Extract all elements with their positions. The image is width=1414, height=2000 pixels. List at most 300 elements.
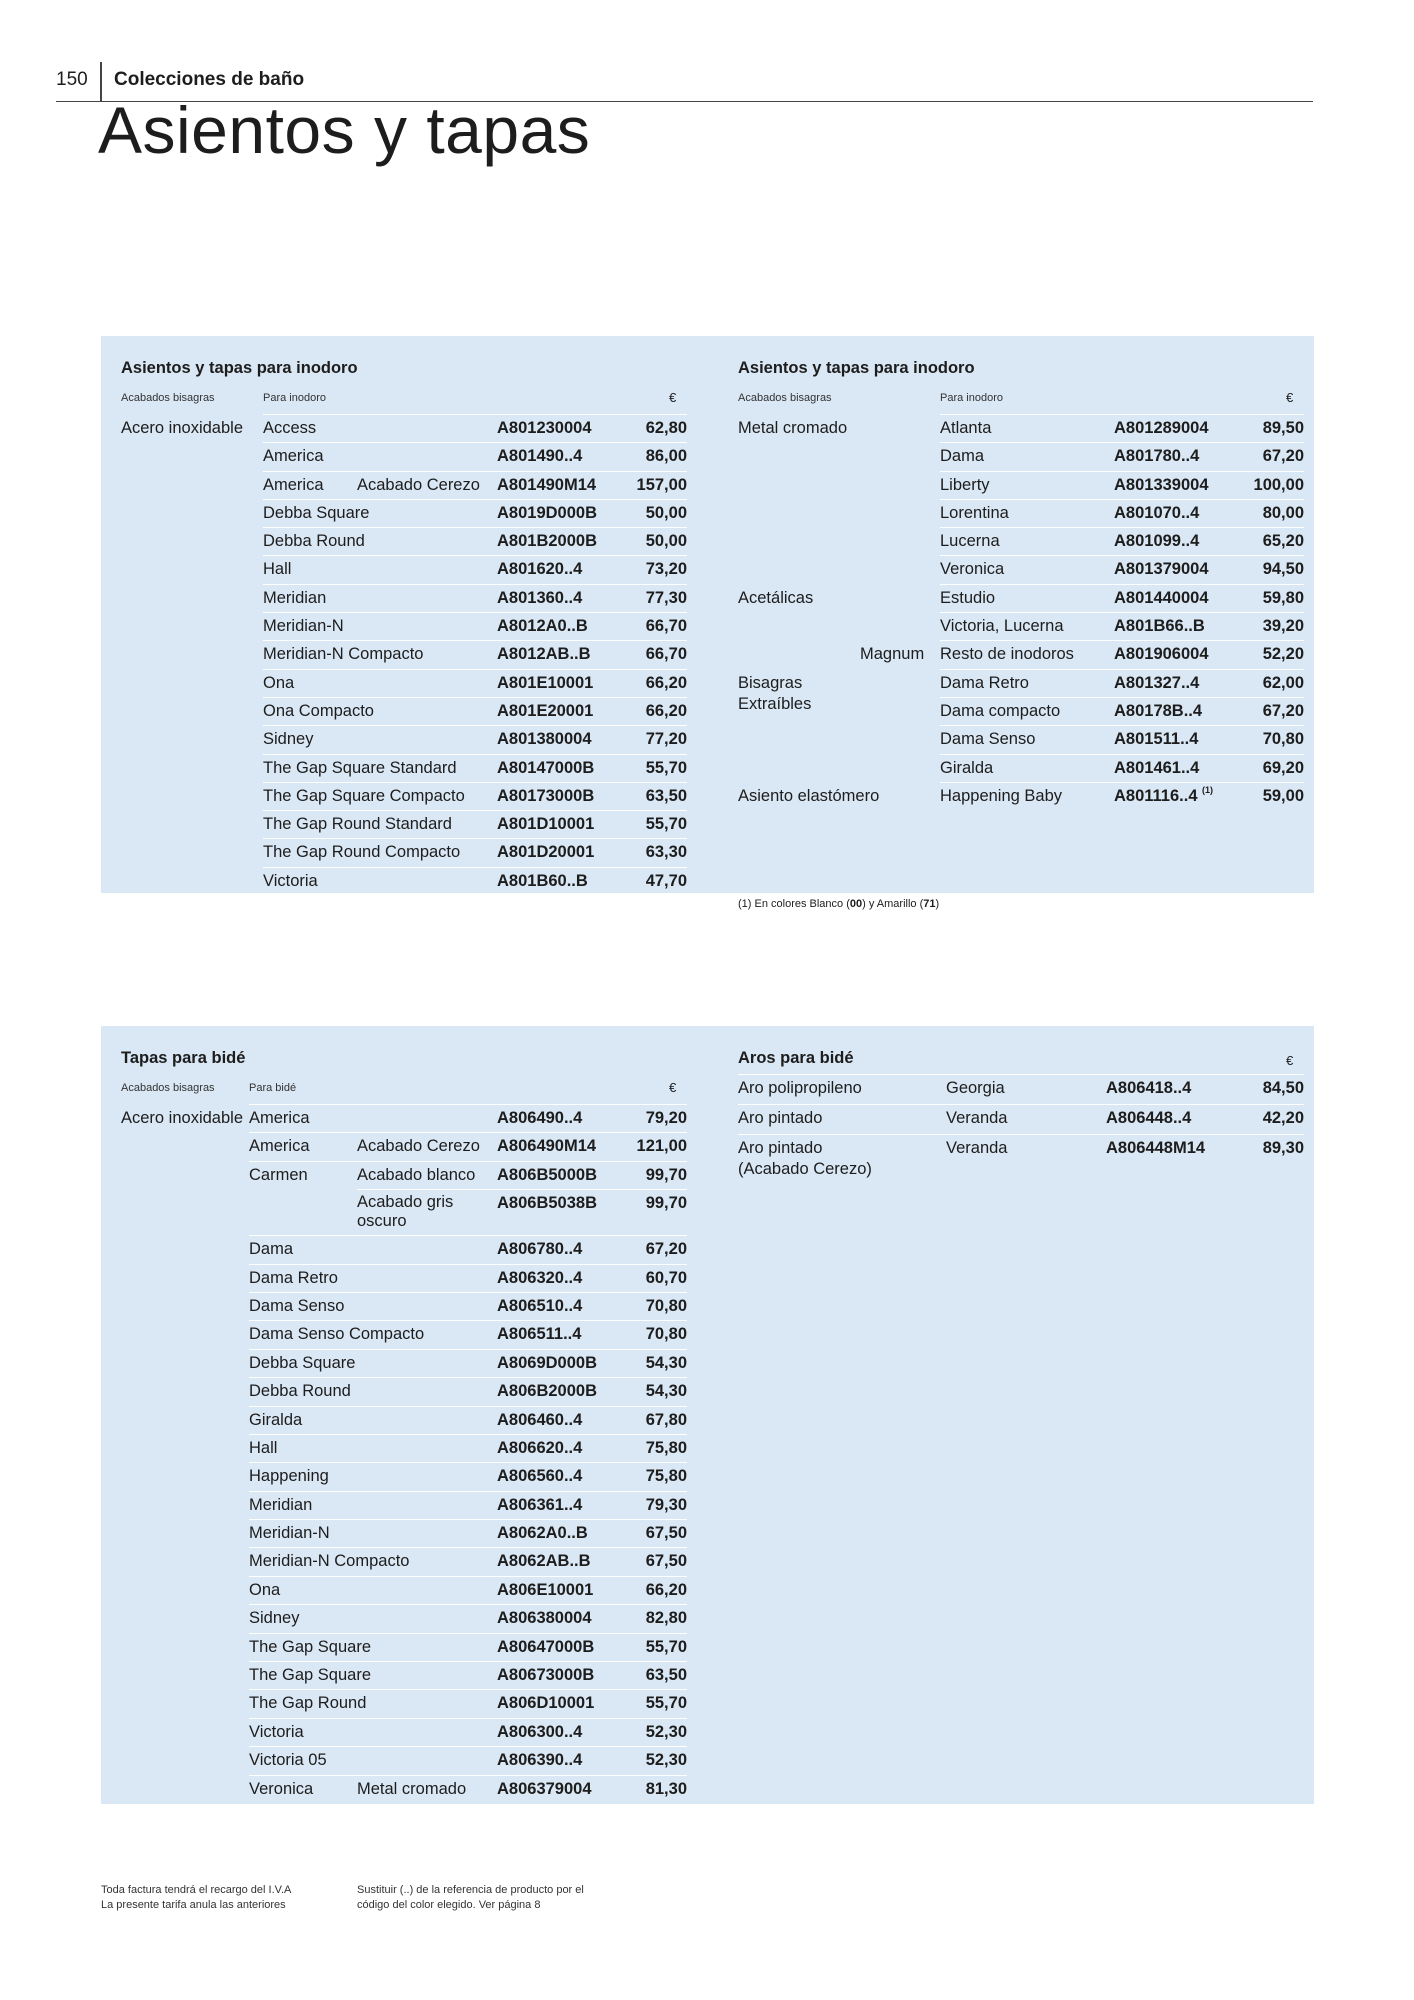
column-header-for: Para bidé <box>249 1082 297 1094</box>
product-name: The Gap Round Compacto <box>263 843 461 862</box>
column-header-currency: € <box>669 390 677 405</box>
product-ref: A801289004 <box>1114 419 1209 437</box>
product-price: 70,80 <box>645 1325 687 1344</box>
product-name: Sidney <box>263 730 314 749</box>
product-name: America <box>263 475 324 494</box>
table-row <box>121 612 687 640</box>
product-name: The Gap Square <box>249 1666 371 1685</box>
product-ref: A806510..4 <box>497 1296 583 1315</box>
product-name: Veranda <box>946 1139 1008 1157</box>
row-divider <box>940 471 1304 472</box>
product-price: 52,30 <box>645 1751 687 1770</box>
product-name: Debba Square <box>263 503 370 522</box>
ring-type: Aro polipropileno <box>738 1079 862 1097</box>
product-ref: A801070..4 <box>1114 503 1200 522</box>
product-ref: A806448..4 <box>1106 1109 1192 1127</box>
product-price: 62,00 <box>1262 673 1304 692</box>
table-body <box>121 1104 687 1803</box>
table-title: Tapas para bidé <box>121 1049 246 1067</box>
row-divider <box>263 640 687 641</box>
product-price: 50,00 <box>645 532 687 551</box>
table-row <box>738 471 1304 499</box>
product-name: Debba Round <box>249 1382 351 1401</box>
product-ref: A806448M14 <box>1106 1139 1206 1157</box>
product-name: Ona Compacto <box>263 701 374 720</box>
product-ref: A8012A0..B <box>497 617 588 636</box>
product-name: Meridian <box>263 588 327 607</box>
row-divider <box>263 555 687 556</box>
column-header-for: Para inodoro <box>263 392 326 404</box>
product-price: 121,00 <box>636 1137 687 1156</box>
row-divider <box>940 640 1304 641</box>
ring-type: Aro pintado (Acabado Cerezo) <box>738 1139 872 1178</box>
product-ref: A801E20001 <box>497 701 594 720</box>
product-name: Hall <box>263 560 292 579</box>
table-row <box>738 527 1304 555</box>
table-title: Asientos y tapas para inodoro <box>738 359 975 377</box>
product-ref: A801461..4 <box>1114 758 1200 777</box>
toilet-seats-panel <box>101 336 1314 893</box>
column-header-finish: Acabados bisagras <box>121 392 215 404</box>
product-name: Resto de inodoros <box>940 645 1074 664</box>
product-price: 75,80 <box>645 1467 687 1486</box>
product-ref: A806418..4 <box>1106 1079 1192 1097</box>
row-divider <box>249 1377 687 1378</box>
product-name: Hall <box>249 1438 278 1457</box>
row-divider <box>263 754 687 755</box>
product-price: 99,70 <box>645 1165 687 1184</box>
product-ref: A801360..4 <box>497 588 583 607</box>
table-row <box>121 1349 687 1377</box>
row-divider <box>249 1264 687 1265</box>
table-row <box>121 1434 687 1462</box>
product-price: 54,30 <box>645 1382 687 1401</box>
footer-line: Sustituir (..) de la referencia de producto por el código del color elegido. Ver página 8 <box>357 1884 584 1911</box>
product-price: 65,20 <box>1262 532 1304 551</box>
product-price: 66,70 <box>645 617 687 636</box>
product-price: 94,50 <box>1262 560 1304 579</box>
row-divider <box>940 725 1304 726</box>
footnote-marker: (1) <box>1202 784 1213 795</box>
row-divider <box>940 782 1304 783</box>
row-divider <box>940 414 1304 415</box>
product-name: America <box>249 1109 310 1127</box>
row-divider <box>249 1661 687 1662</box>
product-price: 89,50 <box>1262 419 1304 437</box>
product-name: Ona <box>263 673 295 692</box>
product-ref: A806490M14 <box>497 1137 597 1156</box>
product-price: 55,70 <box>645 1637 687 1656</box>
table-row <box>121 1576 687 1604</box>
product-price: 54,30 <box>645 1353 687 1372</box>
product-price: 80,00 <box>1262 503 1304 522</box>
table-row <box>121 555 687 583</box>
table-row <box>121 1189 687 1235</box>
row-divider <box>263 527 687 528</box>
row-divider <box>738 1104 1304 1105</box>
row-divider <box>249 1235 687 1236</box>
product-price: 60,70 <box>645 1268 687 1287</box>
footnote: (1) En colores Blanco (00) y Amarillo (71) <box>738 898 940 910</box>
product-price: 100,00 <box>1253 475 1304 494</box>
table-row <box>738 584 1304 612</box>
table-row <box>121 1491 687 1519</box>
product-name: Meridian <box>249 1495 313 1514</box>
table-row <box>121 782 687 810</box>
table-row <box>121 1547 687 1575</box>
product-price: 63,50 <box>645 1666 687 1685</box>
product-price: 75,80 <box>645 1438 687 1457</box>
product-name: Victoria, Lucerna <box>940 617 1064 636</box>
table-row <box>738 640 1304 668</box>
product-price: 67,80 <box>645 1410 687 1429</box>
table-row <box>121 1604 687 1632</box>
column-header-finish: Acabados bisagras <box>121 1082 215 1094</box>
row-divider <box>249 1519 687 1520</box>
product-price: 79,30 <box>645 1495 687 1514</box>
row-divider <box>249 1434 687 1435</box>
product-name: The Gap Round <box>249 1694 367 1713</box>
table-row <box>121 442 687 470</box>
product-ref: A801906004 <box>1114 645 1209 664</box>
product-ref: A801230004 <box>497 419 592 437</box>
product-name: Ona <box>249 1580 281 1599</box>
product-name: The Gap Round Standard <box>263 815 452 834</box>
row-divider <box>249 1104 687 1105</box>
table-row <box>121 1462 687 1490</box>
product-price: 55,70 <box>645 1694 687 1713</box>
product-variant: Acabado gris oscuro <box>357 1193 454 1231</box>
product-ref: A8062A0..B <box>497 1524 588 1543</box>
product-variant: Acabado Cerezo <box>357 475 480 494</box>
product-name: Veranda <box>946 1109 1008 1127</box>
ring-type: Aro pintado <box>738 1109 823 1127</box>
product-price: 39,20 <box>1262 617 1304 636</box>
product-ref: A801490M14 <box>497 475 597 494</box>
row-divider <box>263 414 687 415</box>
product-price: 47,70 <box>645 871 687 890</box>
table-row <box>738 754 1304 782</box>
product-name: Dama compacto <box>940 701 1061 720</box>
product-ref: A801D10001 <box>497 815 595 834</box>
product-name: Lucerna <box>940 532 1000 551</box>
product-ref: A806D10001 <box>497 1694 595 1713</box>
product-name: Atlanta <box>940 419 992 437</box>
table-row <box>121 1377 687 1405</box>
table-row <box>121 1320 687 1348</box>
finish-group: Bisagras Extraíbles <box>738 673 812 713</box>
product-price: 67,50 <box>645 1552 687 1571</box>
row-divider <box>263 838 687 839</box>
row-divider <box>249 1689 687 1690</box>
product-price: 81,30 <box>645 1779 687 1798</box>
table-row <box>121 584 687 612</box>
table-row <box>121 810 687 838</box>
table-row <box>121 1132 687 1160</box>
product-name: Victoria 05 <box>249 1751 327 1770</box>
table-row <box>738 697 1304 725</box>
page-number: 150 <box>56 69 88 90</box>
product-price: 66,20 <box>645 701 687 720</box>
product-name: Veronica <box>940 560 1005 579</box>
product-price: 73,20 <box>645 560 687 579</box>
row-divider <box>263 471 687 472</box>
product-price: 77,20 <box>645 730 687 749</box>
footer-line: Toda factura tendrá el recargo del I.V.A La presente tarifa anula las anteriores <box>101 1884 292 1911</box>
product-ref: A8019D000B <box>497 503 597 522</box>
product-price: 63,50 <box>645 786 687 805</box>
product-ref: A80173000B <box>497 786 595 805</box>
product-variant: Acabado blanco <box>357 1165 476 1184</box>
product-name: Debba Square <box>249 1353 356 1372</box>
table-body <box>121 414 687 895</box>
row-divider <box>249 1320 687 1321</box>
row-divider <box>263 584 687 585</box>
product-variant: Metal cromado <box>357 1779 467 1798</box>
product-name: Victoria <box>249 1722 304 1741</box>
table-row <box>121 1235 687 1263</box>
product-price: 50,00 <box>645 503 687 522</box>
row-divider <box>249 1462 687 1463</box>
product-price: 59,00 <box>1262 786 1304 805</box>
row-divider <box>263 697 687 698</box>
product-name: America <box>249 1137 310 1156</box>
row-divider <box>249 1491 687 1492</box>
product-ref: A806511..4 <box>497 1325 582 1344</box>
row-divider <box>263 612 687 613</box>
product-name: Debba Round <box>263 532 365 551</box>
product-price: 89,30 <box>1262 1139 1304 1157</box>
bidet-panel <box>101 1026 1314 1804</box>
product-name: Victoria <box>263 871 318 890</box>
product-ref: A801490..4 <box>497 447 583 466</box>
table-row <box>121 527 687 555</box>
table-row <box>738 725 1304 753</box>
table-row <box>121 697 687 725</box>
footer-color-note <box>357 1883 584 1913</box>
table-row <box>738 782 1304 810</box>
product-name: The Gap Square Standard <box>263 758 457 777</box>
product-price: 67,20 <box>1262 447 1304 466</box>
product-ref: A80647000B <box>497 1637 595 1656</box>
product-price: 62,80 <box>645 419 687 437</box>
table-row <box>121 471 687 499</box>
column-header-currency: € <box>1286 1053 1294 1068</box>
row-divider <box>940 669 1304 670</box>
row-divider <box>249 1349 687 1350</box>
product-ref: A801327..4 <box>1114 673 1200 692</box>
finish-group: Asiento elastómero <box>738 786 880 805</box>
table-row <box>121 1104 687 1132</box>
table-row <box>121 499 687 527</box>
product-name: Meridian-N <box>263 617 344 636</box>
product-name: Meridian-N Compacto <box>263 645 424 664</box>
row-divider <box>940 499 1304 500</box>
product-ref: A80178B..4 <box>1114 701 1203 720</box>
table-row <box>121 669 687 697</box>
product-name: Sidney <box>249 1609 300 1628</box>
row-divider <box>249 1604 687 1605</box>
row-divider <box>249 1718 687 1719</box>
finish-group: Metal cromado <box>738 419 848 437</box>
product-name: Dama Retro <box>249 1268 338 1287</box>
product-name: Dama Senso Compacto <box>249 1325 425 1344</box>
section-title: Colecciones de baño <box>114 69 305 90</box>
product-name: Dama Retro <box>940 673 1029 692</box>
product-ref: A801780..4 <box>1114 447 1200 466</box>
product-price: 66,20 <box>645 673 687 692</box>
product-price: 66,20 <box>645 1580 687 1599</box>
row-divider <box>940 527 1304 528</box>
table-row <box>738 414 1304 442</box>
product-ref: A806B5038B <box>497 1194 597 1213</box>
row-divider <box>738 1134 1304 1135</box>
product-price: 67,50 <box>645 1524 687 1543</box>
table-row <box>121 838 687 866</box>
table-row <box>121 1775 687 1803</box>
row-divider <box>940 442 1304 443</box>
product-name: Dama Senso <box>940 730 1036 749</box>
product-price: 55,70 <box>645 815 687 834</box>
table-title: Asientos y tapas para inodoro <box>121 359 358 377</box>
product-ref: A806380004 <box>497 1609 592 1628</box>
product-name: Lorentina <box>940 503 1009 522</box>
product-name: Estudio <box>940 588 996 607</box>
finish-group: Acetálicas <box>738 588 814 607</box>
row-divider <box>249 1161 687 1162</box>
product-ref: A801339004 <box>1114 475 1209 494</box>
product-ref: A806320..4 <box>497 1268 583 1287</box>
row-divider <box>263 867 687 868</box>
table-row <box>738 1074 1304 1104</box>
product-ref: A801620..4 <box>497 560 583 579</box>
product-ref: A806390..4 <box>497 1751 583 1770</box>
row-divider <box>263 499 687 500</box>
table-row <box>738 499 1304 527</box>
product-price: 70,80 <box>645 1296 687 1315</box>
table-row <box>121 1406 687 1434</box>
row-divider <box>940 584 1304 585</box>
table-row <box>738 442 1304 470</box>
table-body <box>738 414 1304 810</box>
product-price: 86,00 <box>645 447 687 466</box>
row-divider <box>738 1074 1304 1075</box>
product-ref: A806620..4 <box>497 1438 583 1457</box>
product-ref: A801B2000B <box>497 532 597 551</box>
product-ref: A806490..4 <box>497 1109 583 1127</box>
table-body <box>738 1074 1304 1184</box>
product-ref: A8012AB..B <box>497 645 591 664</box>
product-name: Meridian-N Compacto <box>249 1552 410 1571</box>
table-row <box>121 725 687 753</box>
product-ref: A806B2000B <box>497 1382 597 1401</box>
table-title: Aros para bidé <box>738 1049 854 1067</box>
product-ref: A8062AB..B <box>497 1552 591 1571</box>
product-name: Meridian-N <box>249 1524 330 1543</box>
product-ref: A806780..4 <box>497 1240 583 1259</box>
table-row <box>121 1718 687 1746</box>
product-name: Veronica <box>249 1779 314 1798</box>
row-divider <box>249 1406 687 1407</box>
table-row <box>738 1104 1304 1134</box>
table-row <box>121 414 687 442</box>
product-ref: A806379004 <box>497 1779 592 1798</box>
product-ref: A80673000B <box>497 1666 595 1685</box>
table-row <box>121 1264 687 1292</box>
row-divider <box>940 697 1304 698</box>
table-row <box>738 1134 1304 1184</box>
column-header-currency: € <box>669 1080 677 1095</box>
product-ref: A801D20001 <box>497 843 595 862</box>
table-row <box>121 1633 687 1661</box>
column-header-for: Para inodoro <box>940 392 1003 404</box>
product-ref: A801B66..B <box>1114 617 1205 636</box>
product-variant: Acabado Cerezo <box>357 1137 480 1156</box>
product-name: Access <box>263 419 317 437</box>
table-row <box>121 1292 687 1320</box>
product-ref: A80147000B <box>497 758 595 777</box>
product-price: 67,20 <box>645 1240 687 1259</box>
product-name: Giralda <box>249 1410 303 1429</box>
product-ref: A806460..4 <box>497 1410 583 1429</box>
product-price: 52,30 <box>645 1722 687 1741</box>
product-price: 52,20 <box>1262 645 1304 664</box>
product-name: The Gap Square <box>249 1637 371 1656</box>
table-row <box>738 612 1304 640</box>
row-divider <box>263 782 687 783</box>
product-ref: A801379004 <box>1114 560 1209 579</box>
table-row <box>121 867 687 895</box>
row-divider <box>263 725 687 726</box>
table-row <box>121 640 687 668</box>
table-row <box>121 1161 687 1189</box>
row-divider <box>249 1576 687 1577</box>
row-divider <box>263 669 687 670</box>
product-price: 59,80 <box>1262 588 1304 607</box>
product-price: 84,50 <box>1262 1079 1304 1097</box>
row-divider <box>249 1746 687 1747</box>
product-ref: A8069D000B <box>497 1353 597 1372</box>
row-divider <box>357 1189 687 1190</box>
product-ref: A801116..4 <box>1114 786 1198 805</box>
product-price: 99,70 <box>645 1194 687 1213</box>
product-price: 70,80 <box>1262 730 1304 749</box>
row-divider <box>249 1775 687 1776</box>
row-divider <box>263 442 687 443</box>
product-price: 63,30 <box>645 843 687 862</box>
product-name: Georgia <box>946 1079 1005 1097</box>
product-ref: A806300..4 <box>497 1722 583 1741</box>
finish-group: Acero inoxidable <box>121 1109 243 1127</box>
page-title: Asientos y tapas <box>98 93 591 167</box>
footer-vat-note <box>101 1883 291 1913</box>
table-row <box>121 1661 687 1689</box>
product-name: The Gap Square Compacto <box>263 786 465 805</box>
table-row <box>121 1746 687 1774</box>
product-ref: A801380004 <box>497 730 592 749</box>
row-divider <box>940 612 1304 613</box>
table-row <box>121 754 687 782</box>
product-ref: A806361..4 <box>497 1495 583 1514</box>
table-row <box>738 555 1304 583</box>
product-price: 42,20 <box>1262 1109 1304 1127</box>
product-name: Dama <box>249 1240 294 1259</box>
product-price: 55,70 <box>645 758 687 777</box>
row-divider <box>940 754 1304 755</box>
table-row <box>121 1689 687 1717</box>
row-divider <box>249 1547 687 1548</box>
product-ref: A801440004 <box>1114 588 1209 607</box>
